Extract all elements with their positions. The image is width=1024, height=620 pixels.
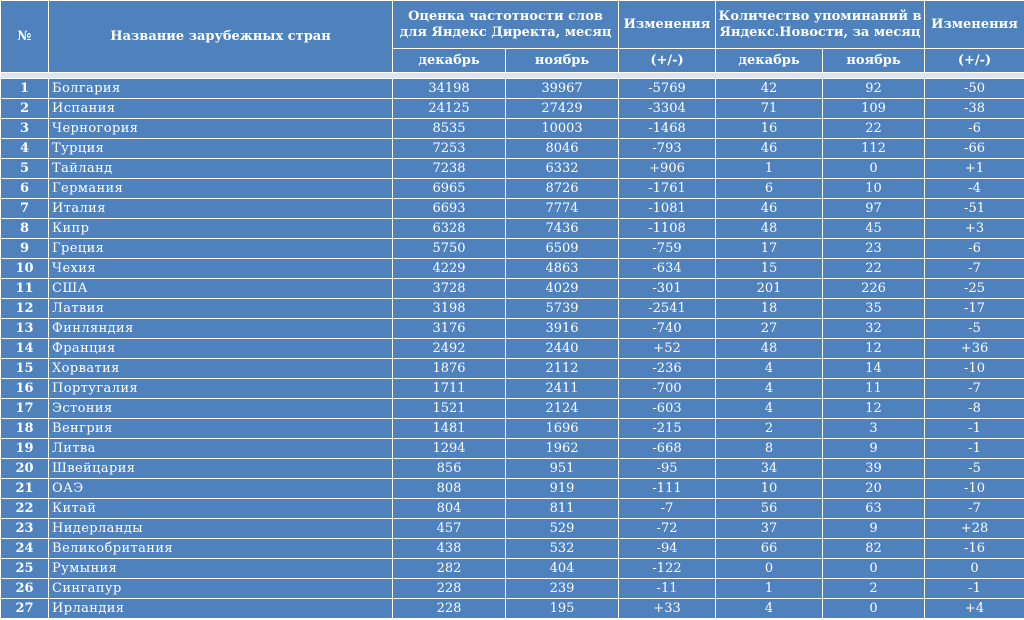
row-number: 8 bbox=[1, 219, 49, 239]
direct-nov-value: 532 bbox=[506, 539, 619, 559]
header-direct-group: Оценка частотности слов для Яндекс Директа, месяц bbox=[393, 1, 619, 49]
country-name: Хорватия bbox=[49, 359, 393, 379]
news-dec-value: 6 bbox=[716, 179, 823, 199]
table-row bbox=[1, 299, 1024, 319]
direct-dec-value: 34198 bbox=[393, 79, 506, 99]
direct-dec-value: 4229 bbox=[393, 259, 506, 279]
header-news-dec: декабрь bbox=[716, 49, 823, 73]
news-change-value: -1 bbox=[925, 439, 1024, 459]
direct-change-value: -603 bbox=[619, 399, 716, 419]
direct-nov-value: 195 bbox=[506, 599, 619, 619]
direct-nov-value: 1962 bbox=[506, 439, 619, 459]
news-dec-value: 4 bbox=[716, 399, 823, 419]
direct-dec-value: 1876 bbox=[393, 359, 506, 379]
table-row bbox=[1, 379, 1024, 399]
news-nov-value: 0 bbox=[823, 159, 925, 179]
direct-nov-value: 951 bbox=[506, 459, 619, 479]
direct-nov-value: 8046 bbox=[506, 139, 619, 159]
direct-nov-value: 811 bbox=[506, 499, 619, 519]
table-row bbox=[1, 459, 1024, 479]
table-row bbox=[1, 99, 1024, 119]
table-row bbox=[1, 519, 1024, 539]
country-name: Китай bbox=[49, 499, 393, 519]
country-name: Великобритания bbox=[49, 539, 393, 559]
news-nov-value: 35 bbox=[823, 299, 925, 319]
country-name: Эстония bbox=[49, 399, 393, 419]
direct-change-value: +906 bbox=[619, 159, 716, 179]
news-nov-value: 45 bbox=[823, 219, 925, 239]
news-dec-value: 46 bbox=[716, 139, 823, 159]
news-nov-value: 0 bbox=[823, 559, 925, 579]
direct-change-value: -740 bbox=[619, 319, 716, 339]
news-change-value: +3 bbox=[925, 219, 1024, 239]
news-change-value: -7 bbox=[925, 379, 1024, 399]
news-change-value: -7 bbox=[925, 499, 1024, 519]
direct-nov-value: 27429 bbox=[506, 99, 619, 119]
header-news-pm: (+/-) bbox=[925, 49, 1024, 73]
news-nov-value: 14 bbox=[823, 359, 925, 379]
news-dec-value: 2 bbox=[716, 419, 823, 439]
direct-dec-value: 6965 bbox=[393, 179, 506, 199]
direct-change-value: -759 bbox=[619, 239, 716, 259]
direct-nov-value: 8726 bbox=[506, 179, 619, 199]
news-nov-value: 12 bbox=[823, 399, 925, 419]
news-dec-value: 0 bbox=[716, 559, 823, 579]
row-number: 24 bbox=[1, 539, 49, 559]
table-body bbox=[1, 73, 1024, 619]
news-dec-value: 56 bbox=[716, 499, 823, 519]
table-row bbox=[1, 319, 1024, 339]
direct-nov-value: 2440 bbox=[506, 339, 619, 359]
country-name: Нидерланды bbox=[49, 519, 393, 539]
news-change-value: -66 bbox=[925, 139, 1024, 159]
news-dec-value: 15 bbox=[716, 259, 823, 279]
direct-change-value: -111 bbox=[619, 479, 716, 499]
row-number: 26 bbox=[1, 579, 49, 599]
table-row bbox=[1, 179, 1024, 199]
table-row bbox=[1, 439, 1024, 459]
table-row bbox=[1, 539, 1024, 559]
direct-dec-value: 1521 bbox=[393, 399, 506, 419]
news-change-value: -7 bbox=[925, 259, 1024, 279]
table-row bbox=[1, 239, 1024, 259]
news-change-value: -38 bbox=[925, 99, 1024, 119]
news-nov-value: 20 bbox=[823, 479, 925, 499]
direct-nov-value: 2124 bbox=[506, 399, 619, 419]
country-name: Франция bbox=[49, 339, 393, 359]
header-direct-nov: ноябрь bbox=[506, 49, 619, 73]
news-dec-value: 17 bbox=[716, 239, 823, 259]
direct-nov-value: 3916 bbox=[506, 319, 619, 339]
direct-dec-value: 1711 bbox=[393, 379, 506, 399]
country-name: Латвия bbox=[49, 299, 393, 319]
news-nov-value: 109 bbox=[823, 99, 925, 119]
direct-nov-value: 6509 bbox=[506, 239, 619, 259]
direct-change-value: -634 bbox=[619, 259, 716, 279]
row-number: 9 bbox=[1, 239, 49, 259]
table-row bbox=[1, 139, 1024, 159]
country-name: Венгрия bbox=[49, 419, 393, 439]
direct-nov-value: 39967 bbox=[506, 79, 619, 99]
news-dec-value: 66 bbox=[716, 539, 823, 559]
direct-dec-value: 2492 bbox=[393, 339, 506, 359]
news-nov-value: 22 bbox=[823, 259, 925, 279]
row-number: 4 bbox=[1, 139, 49, 159]
table-row bbox=[1, 79, 1024, 99]
news-nov-value: 12 bbox=[823, 339, 925, 359]
news-nov-value: 23 bbox=[823, 239, 925, 259]
direct-nov-value: 239 bbox=[506, 579, 619, 599]
country-name: Швейцария bbox=[49, 459, 393, 479]
country-name: Греция bbox=[49, 239, 393, 259]
table-row bbox=[1, 359, 1024, 379]
news-dec-value: 16 bbox=[716, 119, 823, 139]
country-name: Ирландия bbox=[49, 599, 393, 619]
direct-change-value: +33 bbox=[619, 599, 716, 619]
direct-dec-value: 24125 bbox=[393, 99, 506, 119]
row-number: 17 bbox=[1, 399, 49, 419]
direct-nov-value: 5739 bbox=[506, 299, 619, 319]
direct-change-value: -301 bbox=[619, 279, 716, 299]
direct-change-value: -1108 bbox=[619, 219, 716, 239]
header-direct-dec: декабрь bbox=[393, 49, 506, 73]
direct-dec-value: 856 bbox=[393, 459, 506, 479]
news-dec-value: 48 bbox=[716, 339, 823, 359]
direct-nov-value: 2411 bbox=[506, 379, 619, 399]
country-name: ОАЭ bbox=[49, 479, 393, 499]
news-change-value: +36 bbox=[925, 339, 1024, 359]
news-nov-value: 39 bbox=[823, 459, 925, 479]
table-row bbox=[1, 159, 1024, 179]
news-nov-value: 9 bbox=[823, 519, 925, 539]
table-row bbox=[1, 339, 1024, 359]
direct-dec-value: 8535 bbox=[393, 119, 506, 139]
direct-change-value: -122 bbox=[619, 559, 716, 579]
news-change-value: +4 bbox=[925, 599, 1024, 619]
row-number: 21 bbox=[1, 479, 49, 499]
direct-nov-value: 6332 bbox=[506, 159, 619, 179]
header-news-nov: ноябрь bbox=[823, 49, 925, 73]
direct-nov-value: 1696 bbox=[506, 419, 619, 439]
row-number: 11 bbox=[1, 279, 49, 299]
news-dec-value: 34 bbox=[716, 459, 823, 479]
direct-change-value: -215 bbox=[619, 419, 716, 439]
news-dec-value: 201 bbox=[716, 279, 823, 299]
news-nov-value: 10 bbox=[823, 179, 925, 199]
row-number: 3 bbox=[1, 119, 49, 139]
news-change-value: -25 bbox=[925, 279, 1024, 299]
country-name: Испания bbox=[49, 99, 393, 119]
news-change-value: -51 bbox=[925, 199, 1024, 219]
direct-dec-value: 7238 bbox=[393, 159, 506, 179]
direct-change-value: -236 bbox=[619, 359, 716, 379]
direct-change-value: -2541 bbox=[619, 299, 716, 319]
row-number: 12 bbox=[1, 299, 49, 319]
table-row bbox=[1, 199, 1024, 219]
row-number: 10 bbox=[1, 259, 49, 279]
news-nov-value: 2 bbox=[823, 579, 925, 599]
direct-nov-value: 7774 bbox=[506, 199, 619, 219]
direct-dec-value: 7253 bbox=[393, 139, 506, 159]
news-nov-value: 22 bbox=[823, 119, 925, 139]
news-dec-value: 4 bbox=[716, 379, 823, 399]
row-number: 16 bbox=[1, 379, 49, 399]
country-name: Чехия bbox=[49, 259, 393, 279]
direct-dec-value: 457 bbox=[393, 519, 506, 539]
news-change-value: 0 bbox=[925, 559, 1024, 579]
news-dec-value: 1 bbox=[716, 159, 823, 179]
news-dec-value: 1 bbox=[716, 579, 823, 599]
direct-dec-value: 282 bbox=[393, 559, 506, 579]
header-country: Название зарубежных стран bbox=[49, 1, 393, 73]
news-change-value: -50 bbox=[925, 79, 1024, 99]
row-number: 13 bbox=[1, 319, 49, 339]
header-changes-2: Изменения bbox=[925, 1, 1024, 49]
news-change-value: -5 bbox=[925, 459, 1024, 479]
direct-change-value: -7 bbox=[619, 499, 716, 519]
news-dec-value: 48 bbox=[716, 219, 823, 239]
direct-dec-value: 228 bbox=[393, 579, 506, 599]
direct-dec-value: 228 bbox=[393, 599, 506, 619]
news-nov-value: 9 bbox=[823, 439, 925, 459]
table-row bbox=[1, 559, 1024, 579]
direct-change-value: -11 bbox=[619, 579, 716, 599]
direct-change-value: -3304 bbox=[619, 99, 716, 119]
news-change-value: -1 bbox=[925, 419, 1024, 439]
direct-dec-value: 3728 bbox=[393, 279, 506, 299]
row-number: 25 bbox=[1, 559, 49, 579]
direct-nov-value: 10003 bbox=[506, 119, 619, 139]
direct-dec-value: 3176 bbox=[393, 319, 506, 339]
direct-dec-value: 438 bbox=[393, 539, 506, 559]
direct-change-value: -95 bbox=[619, 459, 716, 479]
news-change-value: -10 bbox=[925, 359, 1024, 379]
header-direct-pm: (+/-) bbox=[619, 49, 716, 73]
news-nov-value: 92 bbox=[823, 79, 925, 99]
direct-change-value: -668 bbox=[619, 439, 716, 459]
direct-dec-value: 3198 bbox=[393, 299, 506, 319]
country-name: Тайланд bbox=[49, 159, 393, 179]
news-dec-value: 10 bbox=[716, 479, 823, 499]
table-row bbox=[1, 419, 1024, 439]
header-news-group: Количество упоминаний в Яндекс.Новости, за месяц bbox=[716, 1, 925, 49]
row-number: 7 bbox=[1, 199, 49, 219]
country-name: Литва bbox=[49, 439, 393, 459]
news-nov-value: 63 bbox=[823, 499, 925, 519]
news-nov-value: 32 bbox=[823, 319, 925, 339]
news-change-value: -8 bbox=[925, 399, 1024, 419]
country-name: Турция bbox=[49, 139, 393, 159]
news-change-value: -6 bbox=[925, 239, 1024, 259]
direct-nov-value: 919 bbox=[506, 479, 619, 499]
news-dec-value: 27 bbox=[716, 319, 823, 339]
header-num: № bbox=[1, 1, 49, 73]
row-number: 5 bbox=[1, 159, 49, 179]
news-dec-value: 4 bbox=[716, 599, 823, 619]
direct-change-value: -793 bbox=[619, 139, 716, 159]
row-number: 23 bbox=[1, 519, 49, 539]
news-change-value: +28 bbox=[925, 519, 1024, 539]
table-row bbox=[1, 579, 1024, 599]
direct-change-value: -94 bbox=[619, 539, 716, 559]
news-nov-value: 0 bbox=[823, 599, 925, 619]
direct-nov-value: 404 bbox=[506, 559, 619, 579]
country-name: Румыния bbox=[49, 559, 393, 579]
news-dec-value: 42 bbox=[716, 79, 823, 99]
direct-change-value: -700 bbox=[619, 379, 716, 399]
direct-nov-value: 529 bbox=[506, 519, 619, 539]
direct-nov-value: 4863 bbox=[506, 259, 619, 279]
direct-change-value: +52 bbox=[619, 339, 716, 359]
table-row bbox=[1, 119, 1024, 139]
news-change-value: -4 bbox=[925, 179, 1024, 199]
direct-nov-value: 7436 bbox=[506, 219, 619, 239]
country-name: США bbox=[49, 279, 393, 299]
news-change-value: -6 bbox=[925, 119, 1024, 139]
direct-change-value: -1761 bbox=[619, 179, 716, 199]
row-number: 14 bbox=[1, 339, 49, 359]
direct-dec-value: 5750 bbox=[393, 239, 506, 259]
direct-nov-value: 4029 bbox=[506, 279, 619, 299]
table-row bbox=[1, 279, 1024, 299]
table-row bbox=[1, 479, 1024, 499]
row-number: 27 bbox=[1, 599, 49, 619]
table-row bbox=[1, 259, 1024, 279]
row-number: 19 bbox=[1, 439, 49, 459]
news-dec-value: 71 bbox=[716, 99, 823, 119]
country-name: Черногория bbox=[49, 119, 393, 139]
row-number: 20 bbox=[1, 459, 49, 479]
news-dec-value: 8 bbox=[716, 439, 823, 459]
news-nov-value: 226 bbox=[823, 279, 925, 299]
country-name: Болгария bbox=[49, 79, 393, 99]
table-header bbox=[1, 1, 1024, 73]
direct-dec-value: 1294 bbox=[393, 439, 506, 459]
news-change-value: -17 bbox=[925, 299, 1024, 319]
direct-nov-value: 2112 bbox=[506, 359, 619, 379]
table-row bbox=[1, 599, 1024, 619]
row-number: 2 bbox=[1, 99, 49, 119]
news-change-value: -16 bbox=[925, 539, 1024, 559]
country-name: Сингапур bbox=[49, 579, 393, 599]
table-row bbox=[1, 399, 1024, 419]
news-nov-value: 3 bbox=[823, 419, 925, 439]
direct-dec-value: 1481 bbox=[393, 419, 506, 439]
news-nov-value: 97 bbox=[823, 199, 925, 219]
direct-dec-value: 804 bbox=[393, 499, 506, 519]
row-number: 6 bbox=[1, 179, 49, 199]
news-change-value: -1 bbox=[925, 579, 1024, 599]
news-dec-value: 37 bbox=[716, 519, 823, 539]
table-row bbox=[1, 499, 1024, 519]
table-row bbox=[1, 219, 1024, 239]
header-changes-1: Изменения bbox=[619, 1, 716, 49]
news-change-value: -10 bbox=[925, 479, 1024, 499]
direct-change-value: -72 bbox=[619, 519, 716, 539]
country-name: Португалия bbox=[49, 379, 393, 399]
news-change-value: +1 bbox=[925, 159, 1024, 179]
country-name: Кипр bbox=[49, 219, 393, 239]
row-number: 15 bbox=[1, 359, 49, 379]
row-number: 18 bbox=[1, 419, 49, 439]
direct-dec-value: 6328 bbox=[393, 219, 506, 239]
news-nov-value: 112 bbox=[823, 139, 925, 159]
direct-change-value: -5769 bbox=[619, 79, 716, 99]
news-dec-value: 46 bbox=[716, 199, 823, 219]
news-nov-value: 11 bbox=[823, 379, 925, 399]
news-dec-value: 18 bbox=[716, 299, 823, 319]
direct-dec-value: 6693 bbox=[393, 199, 506, 219]
row-number: 1 bbox=[1, 79, 49, 99]
news-change-value: -5 bbox=[925, 319, 1024, 339]
direct-change-value: -1468 bbox=[619, 119, 716, 139]
direct-change-value: -1081 bbox=[619, 199, 716, 219]
news-nov-value: 82 bbox=[823, 539, 925, 559]
row-number: 22 bbox=[1, 499, 49, 519]
direct-dec-value: 808 bbox=[393, 479, 506, 499]
country-name: Финляндия bbox=[49, 319, 393, 339]
country-name: Германия bbox=[49, 179, 393, 199]
news-dec-value: 4 bbox=[716, 359, 823, 379]
country-name: Италия bbox=[49, 199, 393, 219]
